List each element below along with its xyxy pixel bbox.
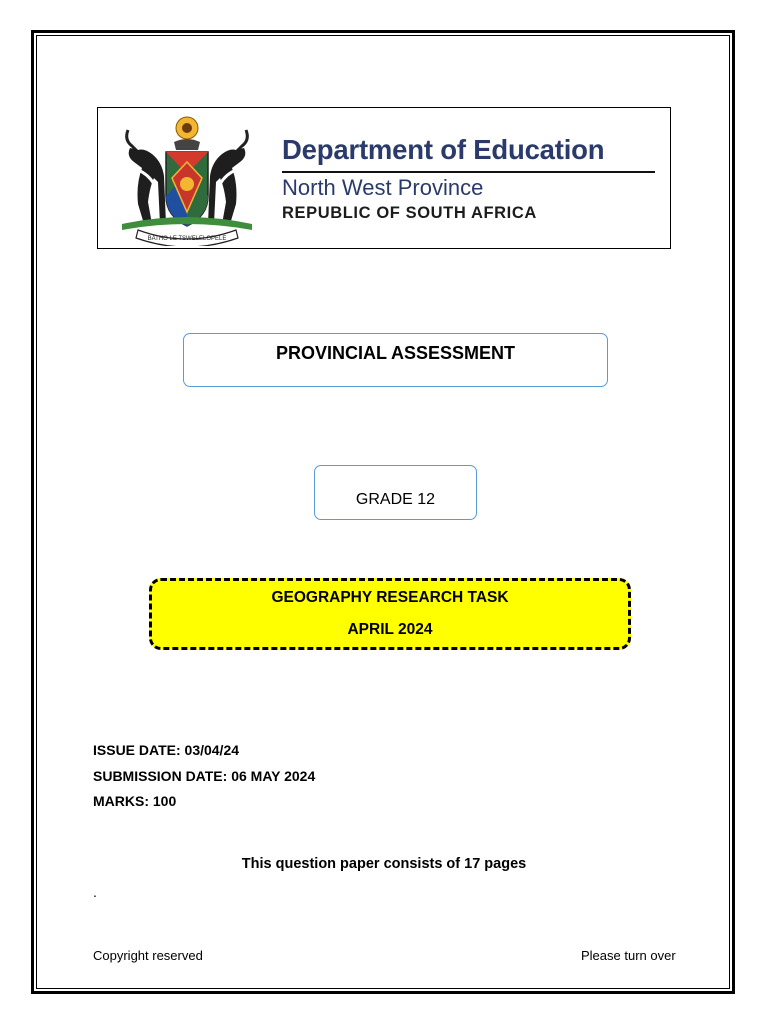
grade-box bbox=[314, 465, 477, 520]
copyright-footer: Copyright reserved bbox=[93, 948, 203, 963]
province-name: North West Province bbox=[282, 175, 484, 200]
crest-motto: BATHO LE TSWELELOPELE bbox=[147, 236, 227, 242]
task-period: APRIL 2024 bbox=[347, 621, 433, 638]
assessment-title-box bbox=[183, 333, 608, 387]
country-name: REPUBLIC OF SOUTH AFRICA bbox=[282, 204, 537, 222]
department-title: Department of Education bbox=[282, 134, 605, 165]
stray-mark: . bbox=[93, 884, 97, 900]
header-divider bbox=[282, 171, 655, 173]
task-subject: GEOGRAPHY RESEARCH TASK bbox=[271, 589, 509, 606]
turn-over-footer: Please turn over bbox=[581, 948, 676, 963]
issue-date: ISSUE DATE: 03/04/24 bbox=[93, 742, 240, 758]
task-banner bbox=[149, 578, 631, 650]
submission-date: SUBMISSION DATE: 06 MAY 2024 bbox=[93, 768, 316, 784]
department-header bbox=[97, 107, 671, 249]
assessment-title: PROVINCIAL ASSESSMENT bbox=[275, 343, 516, 363]
coat-of-arms-icon bbox=[108, 112, 266, 246]
marks: MARKS: 100 bbox=[93, 793, 177, 809]
pages-note: This question paper consists of 17 pages bbox=[241, 856, 527, 872]
grade-label: GRADE 12 bbox=[355, 491, 436, 508]
